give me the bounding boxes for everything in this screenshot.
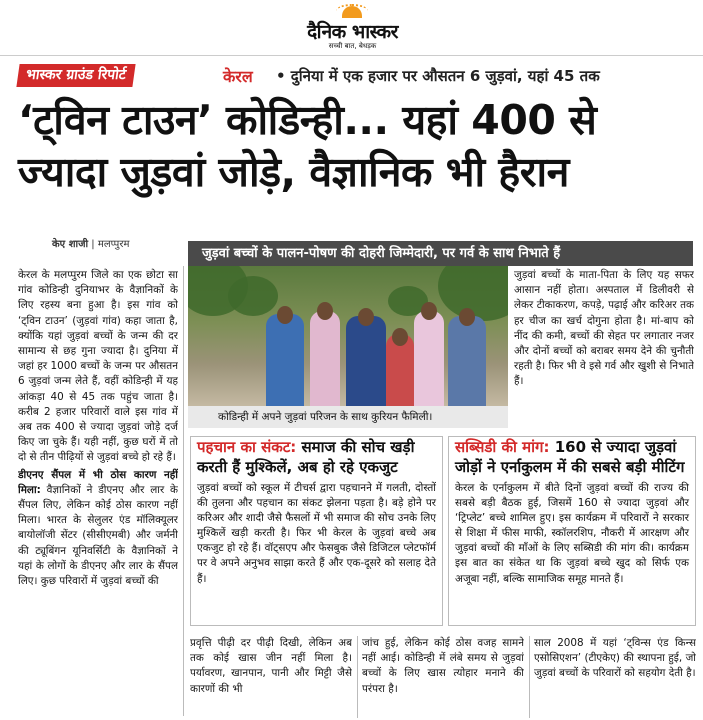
identity-crisis-box	[190, 436, 443, 626]
bottom-col-1-text: प्रवृत्ति पीढ़ी दर पीढ़ी दिखी, लेकिन अब तक कोई खास जीन नहीं मिला है। पर्यावरण, खानपान, पानी और मिट्टी जैसे कारणों की भी	[190, 637, 352, 695]
bottom-column-1	[190, 636, 352, 720]
bottom-col-2-text: जांच हुई, लेकिन कोई ठोस वजह सामने नहीं आई। कोडिन्ही में लंबे समय से जुड़वां बच्चों के लिए खास त्योहार मनाने की परंपरा है।	[362, 637, 524, 695]
bottom-rule-2	[529, 636, 530, 718]
brand-name: दैनिक भास्कर	[307, 21, 398, 43]
left-column-rule	[183, 266, 184, 716]
headline-line-1: ‘ट्विन टाउन’ कोडिन्ही... यहां 400 से	[18, 96, 597, 144]
right-top-text: जुड़वां बच्चों के माता-पिता के लिए यह सफर आसान नहीं होता। अस्पताल में डिलीवरी से लेकर टीकाकरण, कपड़े, पढ़ाई और करिअर तक हर चीज का खर्च दोगुना होता है। मां-बाप को नींद की कमी, बच्चों की सेहत पर लगातार नजर और दोनों बच्चों को बराबर समय देने की चुनौती रहती है। फिर भी वे इसे गर्व और खुशी से निभाते हैं।	[514, 269, 694, 388]
subsidy-title-red: सब्सिडी की मांग:	[455, 438, 550, 456]
ground-report-badge: भास्कर ग्राउंड रिपोर्ट	[16, 64, 135, 87]
byline	[52, 236, 129, 250]
kicker-text: • दुनिया में एक हजार पर औसतन 6 जुड़वां, यहां 45 तक	[276, 67, 600, 85]
family-photo	[188, 266, 508, 406]
headline-line-2: ज्यादा जुड़वां जोड़े, वैज्ञानिक भी हैरान	[18, 148, 569, 196]
subsidy-demand-box	[448, 436, 696, 626]
photo-caption: कोडिन्ही में अपने जुड़वां परिजन के साथ कुरियन फैमिली।	[188, 406, 508, 428]
bottom-rule-1	[357, 636, 358, 718]
kicker-place: केरल	[223, 67, 253, 86]
identity-title-rest: समाज की सोच खड़ी करती हैं मुश्किलें, अब हो रहे एकजुट	[197, 438, 415, 476]
bottom-column-3	[534, 636, 696, 720]
subsidy-box-body: केरल के एर्नाकुलम में बीते दिनों जुड़वां बच्चों की राज्य की सबसे बड़ी बैठक हुई, जिसमें 160 से ज्यादा जुड़वां और ‘ट्रिप्लेट’ बच्चे शामिल हुए। इस कार्यक्रम में परिवारों ने सरकार से शिक्षा में फीस माफी, स्कॉलरशिप, नौकरी में आरक्षण और जुड़वां बच्चों की माँओं के लिए सब्सिडी की मांग की। कार्यक्रम इस बात का संकेत था कि जुड़वां बच्चे खुद को सिर्फ एक अजूबा नहीं, बल्कि सामाजिक समूह मानते हैं।	[455, 482, 689, 585]
byline-separator: |	[91, 239, 98, 250]
photo-banner: जुड़वां बच्चों के पालन-पोषण की दोहरी जिम्मेदारी, पर गर्व के साथ निभाते हैं	[188, 241, 693, 266]
bottom-col-3-text: साल 2008 में यहां ‘ट्विन्स एंड किन्स एसोसिएशन’ (टीएकेए) की स्थापना हुई, जो जुड़वां बच्चों के परिवारों को सहयोग देती है।	[534, 637, 696, 680]
left-subhead: डीएनए सैंपल में भी ठोस कारण नहीं मिला:	[18, 468, 178, 496]
kicker-row	[18, 64, 698, 88]
left-para-2: वैज्ञानिकों ने डीएनए और लार के सैंपल लिए, लेकिन कोई ठोस कारण नहीं मिला। भारत के सेलुलर एंड मॉलिक्यूलर बायोलॉजी सेंटर (सीसीएमबी) और जर्मनी की ट्यूबिंगन यूनिवर्सिटी के वैज्ञानिकों ने यहां के लोगों के डीएनए और लार के सैंपल लिए। कुछ परिवारों में जुड़वां बच्चों की	[18, 483, 178, 588]
headline	[18, 94, 698, 198]
byline-place: मलप्पुरम	[97, 239, 130, 250]
brand-tagline: सच्ची बात, बेधड़क	[328, 42, 377, 50]
bottom-column-2	[362, 636, 524, 720]
right-top-column	[514, 268, 694, 428]
masthead	[280, 4, 425, 56]
identity-box-body: जुड़वां बच्चों को स्कूल में टीचर्स द्वारा पहचानने में गलती, दोस्तों की तुलना और पहचान का संकट झेलना पड़ता है। बड़े होने पर करिअर और शादी जैसे फैसलों में भी समाज की सोच उनके लिए मुश्किलें खड़ी करती है। फिर भी केरल के जुड़वां बच्चे अब एकजुट हो रहे हैं। वॉट्सएप और फेसबुक जैसे डिजिटल प्लेटफॉर्म पर वे अपने अनुभव साझा करते हैं और एक-दूसरे को सलाह देते हैं।	[197, 482, 436, 585]
masthead-rule	[0, 55, 703, 56]
byline-author: केए शाजी	[52, 239, 89, 250]
identity-box-title	[191, 437, 442, 477]
subsidy-title-rest: 160 से ज्यादा जुड़वां जोड़ों ने एर्नाकुलम में की सबसे बड़ी मीटिंग	[455, 438, 685, 476]
left-para-1: केरल के मलप्पुरम जिले का एक छोटा सा गांव कोडिन्ही दुनियाभर के वैज्ञानिकों के लिए रहस्य बना हुआ है। इस गांव को ‘ट्विन टाउन’ (जुड़वां गांव) कहा जाता है, क्योंकि यहां जुड़वां बच्चों के जन्म की दर सामान्य से छह गुना ज्यादा है। दुनिया में जहां हर 1000 बच्चों के जन्म पर औसतन 6 जुड़वां जन्म लेते हैं, वहीं कोडिन्ही में यह आंकड़ा 40 से 45 तक पहुंच जाता है। करीब 2 हजार परिवारों वाले इस गांव में अब तक 400 से ज्यादा जुड़वां जोड़े दर्ज किए जा चुके हैं। यही नहीं, कुछ घरों में तो दो से तीन पीढ़ियों से जुड़वां बच्चे हो रहे हैं।	[18, 269, 178, 464]
subsidy-box-title	[449, 437, 695, 477]
left-column	[18, 268, 178, 720]
identity-title-red: पहचान का संकट:	[197, 438, 297, 456]
